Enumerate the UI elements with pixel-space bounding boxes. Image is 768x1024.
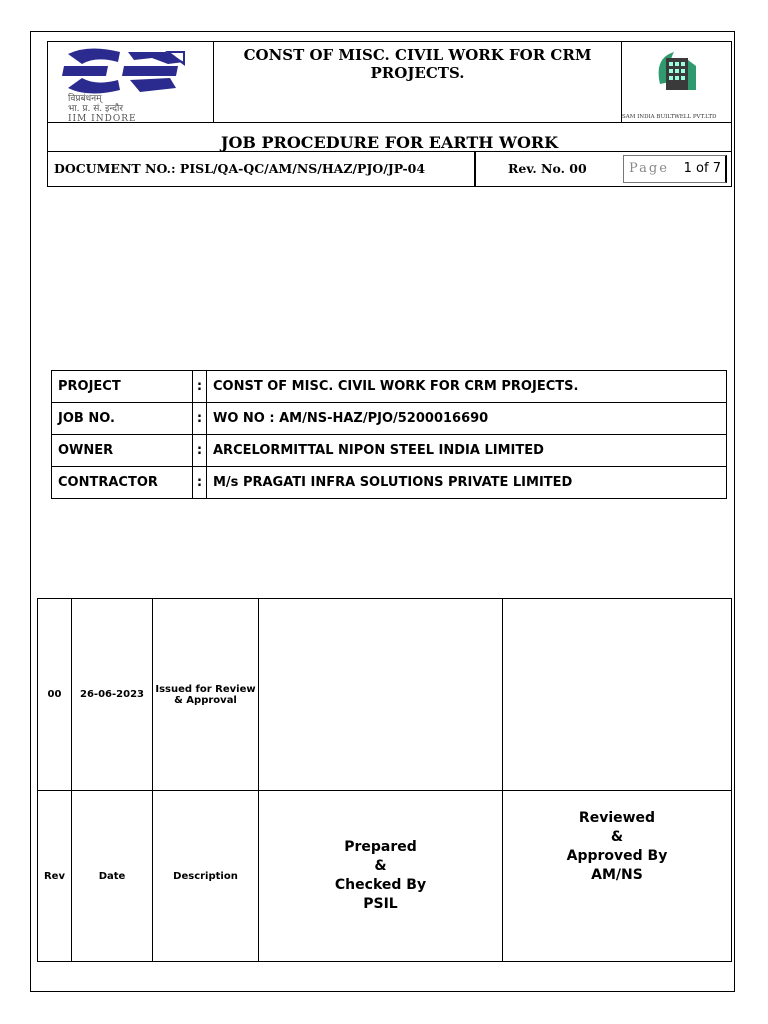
prepared-line: & <box>374 858 387 874</box>
client-logo-line2: भा. प्र. सं. इन्दौर <box>68 104 124 114</box>
building-icon <box>622 42 731 122</box>
document-info-row <box>47 151 732 187</box>
page-label: Page <box>629 161 669 176</box>
project-value: CONST OF MISC. CIVIL WORK FOR CRM PROJECTS. <box>207 371 727 403</box>
table-row <box>38 791 732 962</box>
revision-table <box>37 598 732 962</box>
table-row <box>52 467 727 499</box>
date-cell: 26-06-2023 <box>72 599 153 791</box>
contractor-logo <box>622 42 731 122</box>
date-header: Date <box>72 791 153 962</box>
separator: : <box>193 403 207 435</box>
prepared-line: Checked By <box>334 877 427 893</box>
procedure-title: JOB PROCEDURE FOR EARTH WORK <box>220 133 559 152</box>
table-row <box>52 435 727 467</box>
document-header <box>47 41 732 186</box>
contractor-logo-text: SAM INDIA BUILTWELL PVT.LTD <box>622 114 717 120</box>
client-logo <box>48 42 214 122</box>
approved-header <box>503 791 732 962</box>
project-label: PROJECT <box>52 371 193 403</box>
description-cell: Issued for Review & Approval <box>153 599 259 791</box>
job-no-label: JOB NO. <box>52 403 193 435</box>
description-header: Description <box>153 791 259 962</box>
document-number: DOCUMENT NO.: PISL/QA-QC/AM/NS/HAZ/PJO/JP-04 <box>54 161 426 176</box>
prepared-line: Prepared <box>344 839 417 855</box>
divider <box>474 152 476 186</box>
separator: : <box>193 435 207 467</box>
approved-line: AM/NS <box>591 867 643 883</box>
approved-line: & <box>610 829 624 845</box>
rev-cell: 00 <box>38 599 72 791</box>
approved-line: Reviewed <box>578 810 656 826</box>
separator: : <box>193 467 207 499</box>
page-indicator <box>623 155 727 183</box>
separator: : <box>193 371 207 403</box>
table-row <box>38 599 732 791</box>
project-info-table <box>51 370 727 499</box>
prepared-header <box>259 791 503 962</box>
revision-number: Rev. No. 00 <box>508 161 587 176</box>
job-no-value: WO NO : AM/NS-HAZ/PJO/5200016690 <box>207 403 727 435</box>
page-number: 1 of 7 <box>683 161 721 176</box>
iim-logo-icon <box>48 42 213 122</box>
contractor-label: CONTRACTOR <box>52 467 193 499</box>
project-title-line2: PROJECTS. <box>370 64 465 82</box>
rev-header: Rev <box>38 791 72 962</box>
approved-line: Approved By <box>566 848 668 864</box>
prepared-cell <box>259 599 503 791</box>
owner-label: OWNER <box>52 435 193 467</box>
project-title-line1: CONST OF MISC. CIVIL WORK FOR CRM <box>243 46 592 64</box>
table-row <box>52 403 727 435</box>
client-logo-line1: विप्रबंधनम् <box>68 94 102 104</box>
contractor-value: M/s PRAGATI INFRA SOLUTIONS PRIVATE LIMITED <box>207 467 727 499</box>
prepared-line: PSIL <box>363 896 398 912</box>
approved-cell <box>503 599 732 791</box>
project-title-cell <box>214 42 622 122</box>
client-logo-line3: IIM INDORE <box>68 114 137 122</box>
owner-value: ARCELORMITTAL NIPON STEEL INDIA LIMITED <box>207 435 727 467</box>
table-row <box>52 371 727 403</box>
